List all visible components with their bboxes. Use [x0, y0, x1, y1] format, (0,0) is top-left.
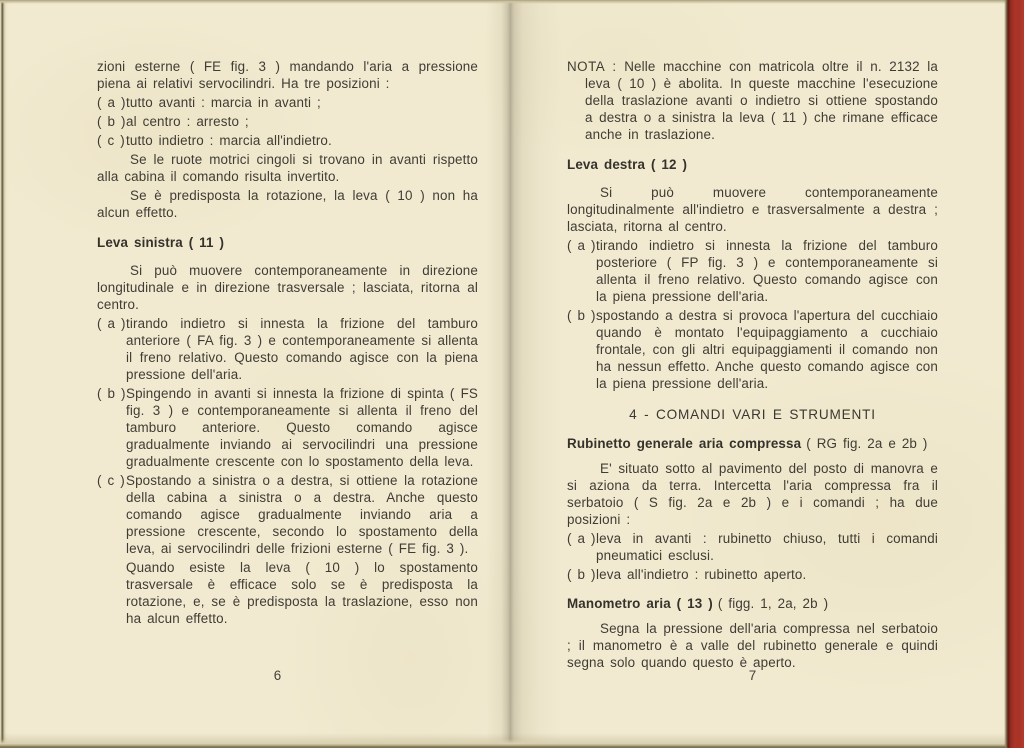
list-item	[97, 385, 478, 470]
section-heading-comandi-vari: 4 - COMANDI VARI E STRUMENTI	[629, 407, 876, 422]
heading-manometro-bold: Manometro aria ( 13 )	[567, 596, 713, 611]
page-left	[97, 58, 478, 629]
list-text: tirando indietro si innesta la frizione del tamburo anteriore ( FA fig. 3 ) e contemporaneamente si allenta il freno relativo. Questo comando agisce con la piena pressione dell'aria.	[126, 316, 478, 382]
list-text: leva all'indietro : rubinetto aperto.	[596, 567, 807, 582]
para-continuation: zioni esterne ( FE fig. 3 ) mandando l'aria a pressione piena ai relativi servocilindri. Ha tre posizioni :	[97, 59, 478, 91]
list-label: ( b )	[567, 567, 596, 582]
list-text: tirando indietro si innesta la frizione del tamburo posteriore ( FP fig. 3 ) e contemporaneamente si allenta il freno relativo. Questo comando agisce con la piena pressione dell'aria.	[596, 238, 938, 304]
book-gutter-shadow	[486, 0, 562, 748]
page-number-left: 6	[273, 668, 282, 683]
scan-edge-top	[0, 0, 1024, 4]
page-right	[567, 58, 938, 673]
para-rotation-note: Se è predisposta la rotazione, la leva ( 10 ) non ha alcun effetto.	[97, 188, 478, 220]
list-label: ( a )	[567, 238, 596, 253]
heading-leva-sinistra: Leva sinistra ( 11 )	[97, 235, 225, 250]
list-text: al centro : arresto ;	[126, 114, 249, 129]
list-label: ( a )	[567, 531, 596, 546]
list-text: tutto indietro : marcia all'indietro.	[126, 133, 332, 148]
list-item	[97, 472, 478, 557]
heading-rubinetto	[567, 435, 938, 452]
para-leva-destra-intro: Si può muovere contemporaneamente longitudinalmente all'indietro e trasversalmente a destra ; lasciata, ritorna al centro.	[567, 185, 938, 234]
heading-rubinetto-figref: ( RG fig. 2a e 2b )	[806, 436, 928, 451]
list-text: spostando a destra si provoca l'apertura del cucchiaio quando è montato l'equipaggiamento a cucchiaio frontale, con gli altri equipaggiamenti il comando non ha nessun effetto. Anche questo comando agisce con la piena pressione dell'aria.	[596, 308, 938, 391]
list-text: tutto avanti : marcia in avanti ;	[126, 95, 321, 110]
heading-manometro-figref: ( figg. 1, 2a, 2b )	[717, 596, 829, 611]
para-leva-sinistra-intro: Si può muovere contemporaneamente in direzione longitudinale e in direzione trasversale ; lasciata, ritorna al centro.	[97, 263, 478, 312]
list-item	[567, 237, 938, 305]
list-label: ( c )	[97, 133, 125, 148]
para-manometro: Segna la pressione dell'aria compressa nel serbatoio ; il manometro è a valle del rubinetto generale e quindi segna solo quando questo è aperto.	[567, 621, 938, 670]
para-leva10-note	[97, 559, 478, 627]
list-text: Spingendo in avanti si innesta la frizione di spinta ( FS fig. 3 ) e contemporaneamente si allenta il freno del tamburo anteriore. Questo comando agisce gradualmente inviando ai servocilindri una pressione gradualmente crescente con lo spostamento della leva.	[126, 386, 478, 469]
heading-leva-destra: Leva destra ( 12 )	[567, 157, 688, 172]
book-cover-edge	[1004, 0, 1024, 748]
list-label: ( a )	[97, 95, 126, 110]
page-stack-edge-left	[0, 0, 9, 748]
heading-rubinetto-bold: Rubinetto generale aria compressa	[567, 436, 802, 451]
list-item	[567, 530, 938, 564]
list-text: Quando esiste la leva ( 10 ) lo spostamento trasversale è efficace solo se è predisposta la rotazione, e, se è predisposta la traslazione, esso non ha alcun effetto.	[126, 560, 478, 626]
list-item	[97, 132, 478, 149]
list-text: Spostando a sinistra o a destra, si ottiene la rotazione della cabina a sinistra o a destra. Anche questo comando agisce gradualmente inviando aria a pressione crescente, secondo lo spostamento della leva, ai servocilindri delle frizioni esterne ( FE fig. 3 ).	[126, 473, 478, 556]
list-label: ( c )	[97, 473, 125, 488]
heading-manometro	[567, 595, 938, 612]
scan-edge-bottom	[0, 733, 1024, 748]
list-item	[97, 113, 478, 130]
list-item	[567, 566, 938, 583]
list-item	[97, 94, 478, 111]
para-rubinetto: E' situato sotto al pavimento del posto di manovra e si aziona da terra. Intercetta l'aria compressa fra il serbatoio ( S fig. 2a e 2b ) e i comandi ; ha due posizioni :	[567, 461, 938, 527]
list-item	[567, 307, 938, 392]
list-item	[97, 315, 478, 383]
nota-text: Nelle macchine con matricola oltre il n. 2132 la leva ( 10 ) è abolita. In queste macchine l'esecuzione della traslazione avanti o indietro si ottiene spostando a destra o a sinistra la leva ( 11 ) che rimane efficace anche in traslazione.	[585, 59, 939, 142]
list-label: ( b )	[97, 114, 126, 129]
nota-block	[567, 58, 938, 143]
nota-label: NOTA :	[567, 59, 617, 74]
list-text: leva in avanti : rubinetto chiuso, tutti i comandi pneumatici esclusi.	[596, 531, 938, 563]
para-invert-note: Se le ruote motrici cingoli si trovano in avanti rispetto alla cabina il comando risulta invertito.	[97, 152, 478, 184]
list-label: ( b )	[97, 386, 126, 401]
list-label: ( b )	[567, 308, 596, 323]
page-number-right: 7	[748, 668, 757, 683]
list-label: ( a )	[97, 316, 126, 331]
